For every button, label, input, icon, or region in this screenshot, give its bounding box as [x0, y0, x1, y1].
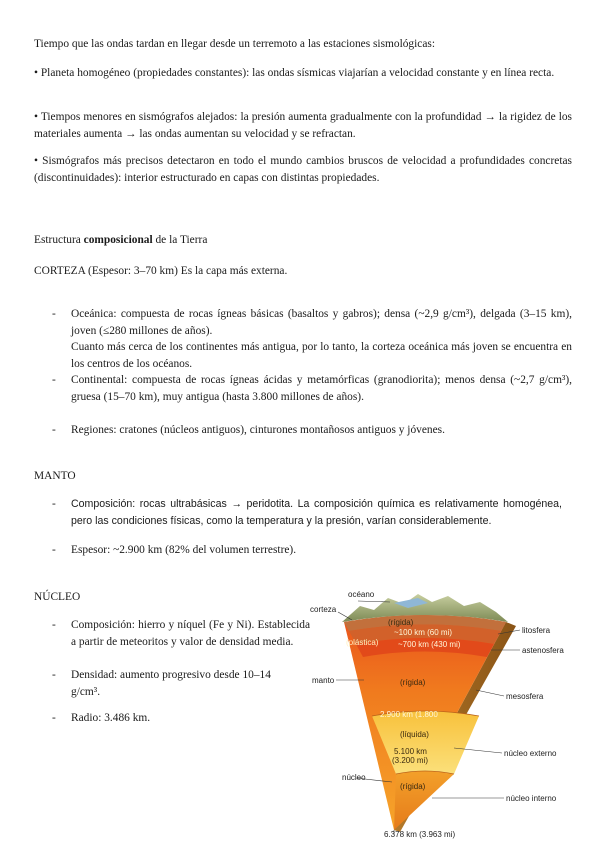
list-dash: -	[52, 669, 56, 681]
corteza-regions-text: Regiones: cratones (núcleos antiguos), cinturones montañosos antiguos y jóvenes.	[71, 424, 445, 436]
corteza-item-oceanic	[52, 306, 572, 372]
structure-title	[34, 232, 574, 249]
manto-heading: MANTO	[34, 470, 76, 482]
manto-thickness-text: Espesor: ~2.900 km (82% del volumen terrestre).	[71, 544, 297, 556]
intro-bullet-discontinuities: • Sismógrafos más precisos detectaron en todo el mundo cambios bruscos de velocidad a profundidades concretas (discontinuidades): interior estructurado en capas con distintas propiedades.	[34, 155, 572, 184]
label-liquida: (líquida)	[400, 730, 429, 739]
label-rigida-top: (rígida)	[388, 618, 414, 627]
intro-bullet-homogeneous: • Planeta homogéneo (propiedades constantes): las ondas sísmicas viajarían a velocidad constante y en línea recta.	[34, 67, 555, 79]
corteza-heading: CORTEZA (Espesor: 3–70 km) Es la capa más externa.	[34, 265, 288, 277]
list-dash: -	[52, 544, 56, 556]
label-mesosfera: mesosfera	[506, 692, 544, 701]
label-corteza: corteza	[310, 605, 337, 614]
label-nucleo-externo: núcleo externo	[504, 749, 557, 758]
list-dash: -	[52, 308, 56, 320]
manto-item-thickness	[52, 542, 572, 559]
nucleo-item-composition	[52, 617, 310, 650]
earth-layers-diagram	[308, 586, 570, 840]
structure-title-bold: composicional	[83, 234, 153, 246]
leader-line	[476, 690, 504, 696]
corteza-continental-text: Continental: compuesta de rocas ígneas ácidas y metamórficas (granodiorita); menos densa (~2,7 g/cm³), gruesa (15–70 km), muy antigua (hasta 3.800 millones de años).	[71, 374, 572, 403]
label-astenosfera: astenosfera	[522, 646, 564, 655]
label-2900km: 2.900 km (1.800	[380, 710, 438, 719]
nucleo-density-text: Densidad: aumento progresivo desde 10–14 g/cm³.	[71, 669, 271, 698]
corteza-item-regions	[52, 422, 572, 439]
intro-bullet-pressure: • Tiempos menores en sismógrafos alejados: la presión aumenta gradualmente con la profundidad → la rigidez de los materiales aumenta → las ondas aumentan su velocidad y se refractan.	[34, 111, 572, 140]
label-rigida-core: (rígida)	[400, 782, 426, 791]
manto-composition-text: Composición: rocas ultrabásicas → peridotita. La composición química es relativamente homogénea, pero las condiciones físicas, como la temperatura y la presión, varían considerablemente.	[71, 498, 562, 527]
structure-title-pre: Estructura	[34, 234, 84, 246]
label-3200mi: (3.200 mi)	[392, 756, 429, 765]
nucleo-composition-text: Composición: hierro y níquel (Fe y Ni). Establecida a partir de meteoritos y valor de densidad media.	[71, 619, 310, 648]
label-5100km: 5.100 km	[394, 747, 427, 756]
label-nucleo-interno: núcleo interno	[506, 794, 557, 803]
label-litosfera: litosfera	[522, 626, 551, 635]
label-rigida-mid: (rígida)	[400, 678, 426, 687]
structure-title-post: de la Tierra	[152, 234, 208, 246]
list-dash: -	[52, 619, 56, 631]
list-dash: -	[52, 424, 56, 436]
nucleo-radius-text: Radio: 3.486 km.	[71, 712, 151, 724]
list-dash: -	[52, 374, 56, 386]
label-700km: ~700 km (430 mi)	[398, 640, 461, 649]
label-manto: manto	[312, 676, 335, 685]
manto-item-composition	[52, 496, 562, 529]
label-oceano: océano	[348, 590, 375, 599]
label-earth-radius: 6.378 km (3.963 mi)	[384, 830, 456, 839]
corteza-oceanic-text: Oceánica: compuesta de rocas ígneas básicas (basaltos y gabros); densa (~2,9 g/cm³), delgada (3–15 km), joven (≤280 millones de años).	[71, 308, 572, 337]
nucleo-item-radius	[52, 710, 282, 727]
nucleo-heading: NÚCLEO	[34, 591, 81, 603]
corteza-item-continental	[52, 372, 572, 405]
label-plastica: (plástica)	[346, 638, 379, 647]
label-100km: ~100 km (60 mi)	[394, 628, 453, 637]
inner-core-layer	[394, 771, 454, 830]
intro-line: Tiempo que las ondas tardan en llegar desde un terremoto a las estaciones sismológicas:	[34, 38, 435, 50]
label-nucleo: núcleo	[342, 773, 366, 782]
list-dash: -	[52, 498, 56, 510]
nucleo-item-density	[52, 667, 282, 700]
corteza-oceanic-extra: Cuanto más cerca de los continentes más antigua, por lo tanto, la corteza oceánica más joven se encuentra en los centros de los océanos.	[71, 341, 572, 370]
list-dash: -	[52, 712, 56, 724]
